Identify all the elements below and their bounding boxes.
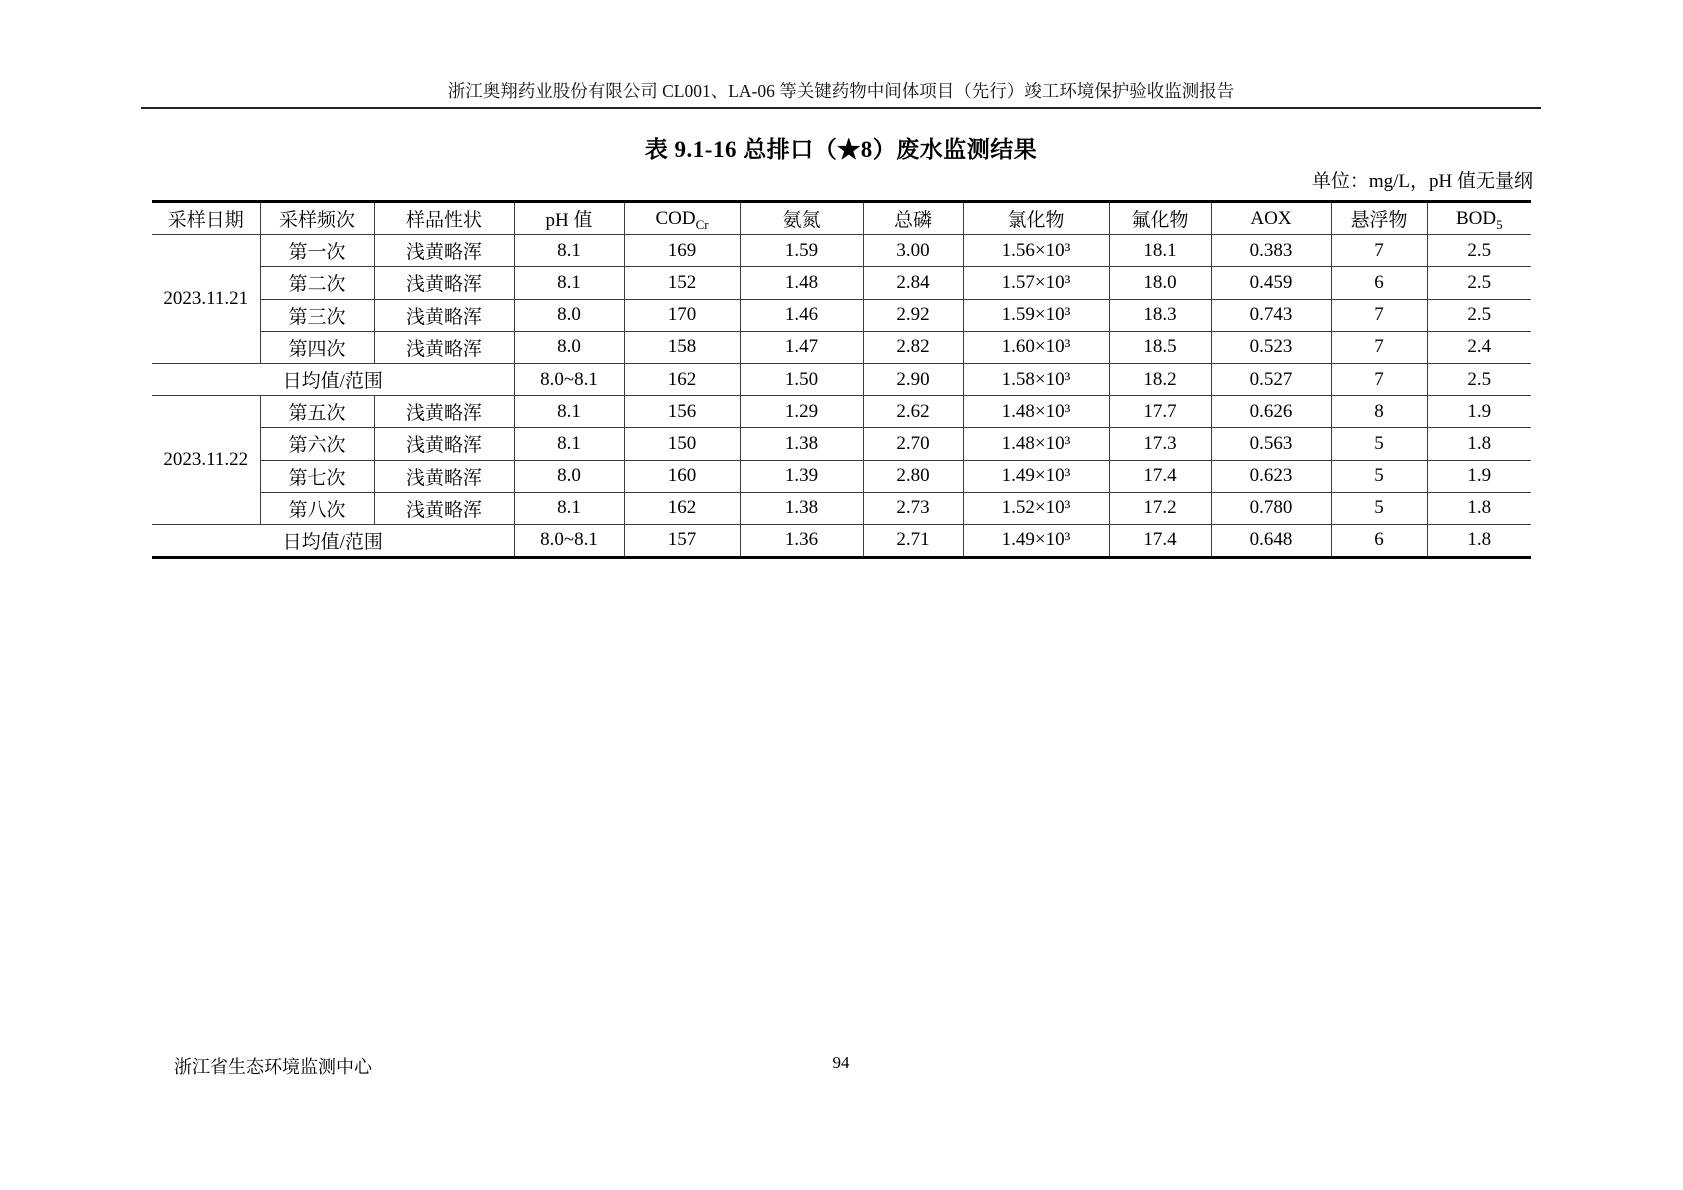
value-cell: 1.38	[740, 428, 863, 460]
column-header	[624, 202, 740, 235]
value-cell: 3.00	[863, 235, 963, 267]
column-header-label: BOD	[1455, 207, 1497, 229]
value-cell: 1.57×10³	[963, 267, 1109, 299]
sample-appearance-cell: 浅黄略浑	[374, 235, 514, 267]
value-cell: 8.0	[514, 331, 624, 363]
column-header	[514, 202, 624, 235]
value-cell: 2.5	[1427, 235, 1531, 267]
value-cell: 2.84	[863, 267, 963, 299]
value-cell: 0.626	[1211, 396, 1331, 428]
sampling-date-cell: 2023.11.22	[152, 396, 260, 525]
value-cell: 2.5	[1427, 299, 1531, 331]
value-cell: 1.29	[740, 396, 863, 428]
value-cell: 1.8	[1427, 428, 1531, 460]
daily-average-value-cell: 17.4	[1109, 524, 1211, 557]
value-cell: 8.0	[514, 460, 624, 492]
column-header-label: pH 值	[545, 210, 593, 232]
value-cell: 2.73	[863, 492, 963, 524]
sampling-frequency-cell: 第五次	[260, 396, 374, 428]
value-cell: 2.82	[863, 331, 963, 363]
daily-average-value-cell: 8.0~8.1	[514, 524, 624, 557]
value-cell: 7	[1331, 331, 1427, 363]
value-cell: 1.48	[740, 267, 863, 299]
column-header-label: 氨氮	[782, 210, 821, 232]
sample-row	[152, 235, 1531, 267]
value-cell: 1.47	[740, 331, 863, 363]
value-cell: 2.62	[863, 396, 963, 428]
column-header-label: 氟化物	[1131, 210, 1189, 232]
value-cell: 7	[1331, 235, 1427, 267]
value-cell: 8.1	[514, 267, 624, 299]
value-cell: 0.743	[1211, 299, 1331, 331]
sampling-frequency-cell: 第四次	[260, 331, 374, 363]
column-header	[1331, 202, 1427, 235]
value-cell: 17.7	[1109, 396, 1211, 428]
daily-average-row	[152, 363, 1531, 395]
column-header	[1109, 202, 1211, 235]
column-header-label: 样品性状	[405, 210, 482, 232]
value-cell: 0.623	[1211, 460, 1331, 492]
daily-average-label-cell: 日均值/范围	[152, 363, 514, 395]
value-cell: 1.9	[1427, 460, 1531, 492]
column-header	[1211, 202, 1331, 235]
sample-row	[152, 299, 1531, 331]
sample-appearance-cell: 浅黄略浑	[374, 331, 514, 363]
value-cell: 8	[1331, 396, 1427, 428]
column-header-label: 采样频次	[278, 210, 355, 232]
sampling-frequency-cell: 第二次	[260, 267, 374, 299]
value-cell: 2.4	[1427, 331, 1531, 363]
value-cell: 8.1	[514, 428, 624, 460]
daily-average-label-cell: 日均值/范围	[152, 524, 514, 557]
value-cell: 8.1	[514, 396, 624, 428]
value-cell: 150	[624, 428, 740, 460]
daily-average-value-cell: 7	[1331, 363, 1427, 395]
value-cell: 0.383	[1211, 235, 1331, 267]
value-cell: 0.563	[1211, 428, 1331, 460]
value-cell: 1.48×10³	[963, 396, 1109, 428]
sample-appearance-cell: 浅黄略浑	[374, 299, 514, 331]
value-cell: 0.459	[1211, 267, 1331, 299]
value-cell: 8.1	[514, 492, 624, 524]
value-cell: 1.52×10³	[963, 492, 1109, 524]
value-cell: 170	[624, 299, 740, 331]
daily-average-value-cell: 1.49×10³	[963, 524, 1109, 557]
value-cell: 0.780	[1211, 492, 1331, 524]
page-number: 94	[832, 1053, 850, 1072]
unit-note: 单位：mg/L，pH 值无量纲	[1311, 171, 1533, 192]
column-header-label: 总磷	[893, 210, 932, 232]
sampling-frequency-cell: 第七次	[260, 460, 374, 492]
value-cell: 17.3	[1109, 428, 1211, 460]
value-cell: 5	[1331, 460, 1427, 492]
column-header-label: 氯化物	[1007, 210, 1065, 232]
value-cell: 1.46	[740, 299, 863, 331]
sample-appearance-cell: 浅黄略浑	[374, 492, 514, 524]
sample-row	[152, 492, 1531, 524]
sampling-date-cell: 2023.11.21	[152, 235, 260, 364]
daily-average-value-cell: 2.90	[863, 363, 963, 395]
daily-average-value-cell: 1.58×10³	[963, 363, 1109, 395]
daily-average-value-cell: 157	[624, 524, 740, 557]
value-cell: 1.38	[740, 492, 863, 524]
value-cell: 18.5	[1109, 331, 1211, 363]
sample-appearance-cell: 浅黄略浑	[374, 396, 514, 428]
value-cell: 5	[1331, 492, 1427, 524]
daily-average-value-cell: 0.527	[1211, 363, 1331, 395]
column-header-label: 悬浮物	[1350, 210, 1408, 232]
column-header	[863, 202, 963, 235]
value-cell: 18.0	[1109, 267, 1211, 299]
sample-appearance-cell: 浅黄略浑	[374, 460, 514, 492]
value-cell: 18.1	[1109, 235, 1211, 267]
value-cell: 169	[624, 235, 740, 267]
value-cell: 1.8	[1427, 492, 1531, 524]
table-title: 表 9.1-16 总排口（★8）废水监测结果	[644, 137, 1038, 162]
value-cell: 8.0	[514, 299, 624, 331]
wastewater-monitoring-table	[152, 200, 1531, 559]
column-header	[152, 202, 260, 235]
column-header-subscript: 5	[1496, 216, 1503, 232]
table-header-row	[152, 202, 1531, 235]
value-cell: 158	[624, 331, 740, 363]
value-cell: 1.59	[740, 235, 863, 267]
daily-average-value-cell: 2.5	[1427, 363, 1531, 395]
daily-average-value-cell: 162	[624, 363, 740, 395]
sample-appearance-cell: 浅黄略浑	[374, 428, 514, 460]
column-header-label: 采样日期	[167, 210, 244, 232]
value-cell: 17.4	[1109, 460, 1211, 492]
value-cell: 152	[624, 267, 740, 299]
value-cell: 8.1	[514, 235, 624, 267]
value-cell: 2.80	[863, 460, 963, 492]
value-cell: 1.39	[740, 460, 863, 492]
column-header-label: AOX	[1250, 207, 1292, 229]
value-cell: 2.5	[1427, 267, 1531, 299]
value-cell: 1.56×10³	[963, 235, 1109, 267]
value-cell: 0.523	[1211, 331, 1331, 363]
sample-row	[152, 460, 1531, 492]
value-cell: 7	[1331, 299, 1427, 331]
daily-average-value-cell: 1.8	[1427, 524, 1531, 557]
sample-row	[152, 396, 1531, 428]
value-cell: 6	[1331, 267, 1427, 299]
daily-average-row	[152, 524, 1531, 557]
column-header	[374, 202, 514, 235]
value-cell: 2.92	[863, 299, 963, 331]
value-cell: 1.49×10³	[963, 460, 1109, 492]
value-cell: 5	[1331, 428, 1427, 460]
sampling-frequency-cell: 第六次	[260, 428, 374, 460]
value-cell: 156	[624, 396, 740, 428]
sample-row	[152, 428, 1531, 460]
daily-average-value-cell: 8.0~8.1	[514, 363, 624, 395]
value-cell: 2.70	[863, 428, 963, 460]
sampling-frequency-cell: 第八次	[260, 492, 374, 524]
daily-average-value-cell: 6	[1331, 524, 1427, 557]
value-cell: 1.60×10³	[963, 331, 1109, 363]
column-header	[260, 202, 374, 235]
daily-average-value-cell: 1.50	[740, 363, 863, 395]
daily-average-value-cell: 2.71	[863, 524, 963, 557]
sample-row	[152, 267, 1531, 299]
value-cell: 160	[624, 460, 740, 492]
value-cell: 162	[624, 492, 740, 524]
header-rule	[141, 107, 1541, 109]
sample-appearance-cell: 浅黄略浑	[374, 267, 514, 299]
column-header	[740, 202, 863, 235]
sampling-frequency-cell: 第三次	[260, 299, 374, 331]
daily-average-value-cell: 1.36	[740, 524, 863, 557]
footer-organization: 浙江省生态环境监测中心	[174, 1057, 372, 1077]
column-header	[1427, 202, 1531, 235]
column-header-label: COD	[655, 207, 696, 229]
page-footer	[141, 1053, 1541, 1081]
sampling-frequency-cell: 第一次	[260, 235, 374, 267]
value-cell: 1.48×10³	[963, 428, 1109, 460]
sample-row	[152, 331, 1531, 363]
value-cell: 1.59×10³	[963, 299, 1109, 331]
column-header-subscript: Cr	[695, 216, 709, 232]
daily-average-value-cell: 0.648	[1211, 524, 1331, 557]
value-cell: 18.3	[1109, 299, 1211, 331]
column-header	[963, 202, 1109, 235]
value-cell: 17.2	[1109, 492, 1211, 524]
value-cell: 1.9	[1427, 396, 1531, 428]
daily-average-value-cell: 18.2	[1109, 363, 1211, 395]
running-header-text: 浙江奥翔药业股份有限公司 CL001、LA-06 等关键药物中间体项目（先行）竣工环境保护验收监测报告	[447, 81, 1235, 101]
